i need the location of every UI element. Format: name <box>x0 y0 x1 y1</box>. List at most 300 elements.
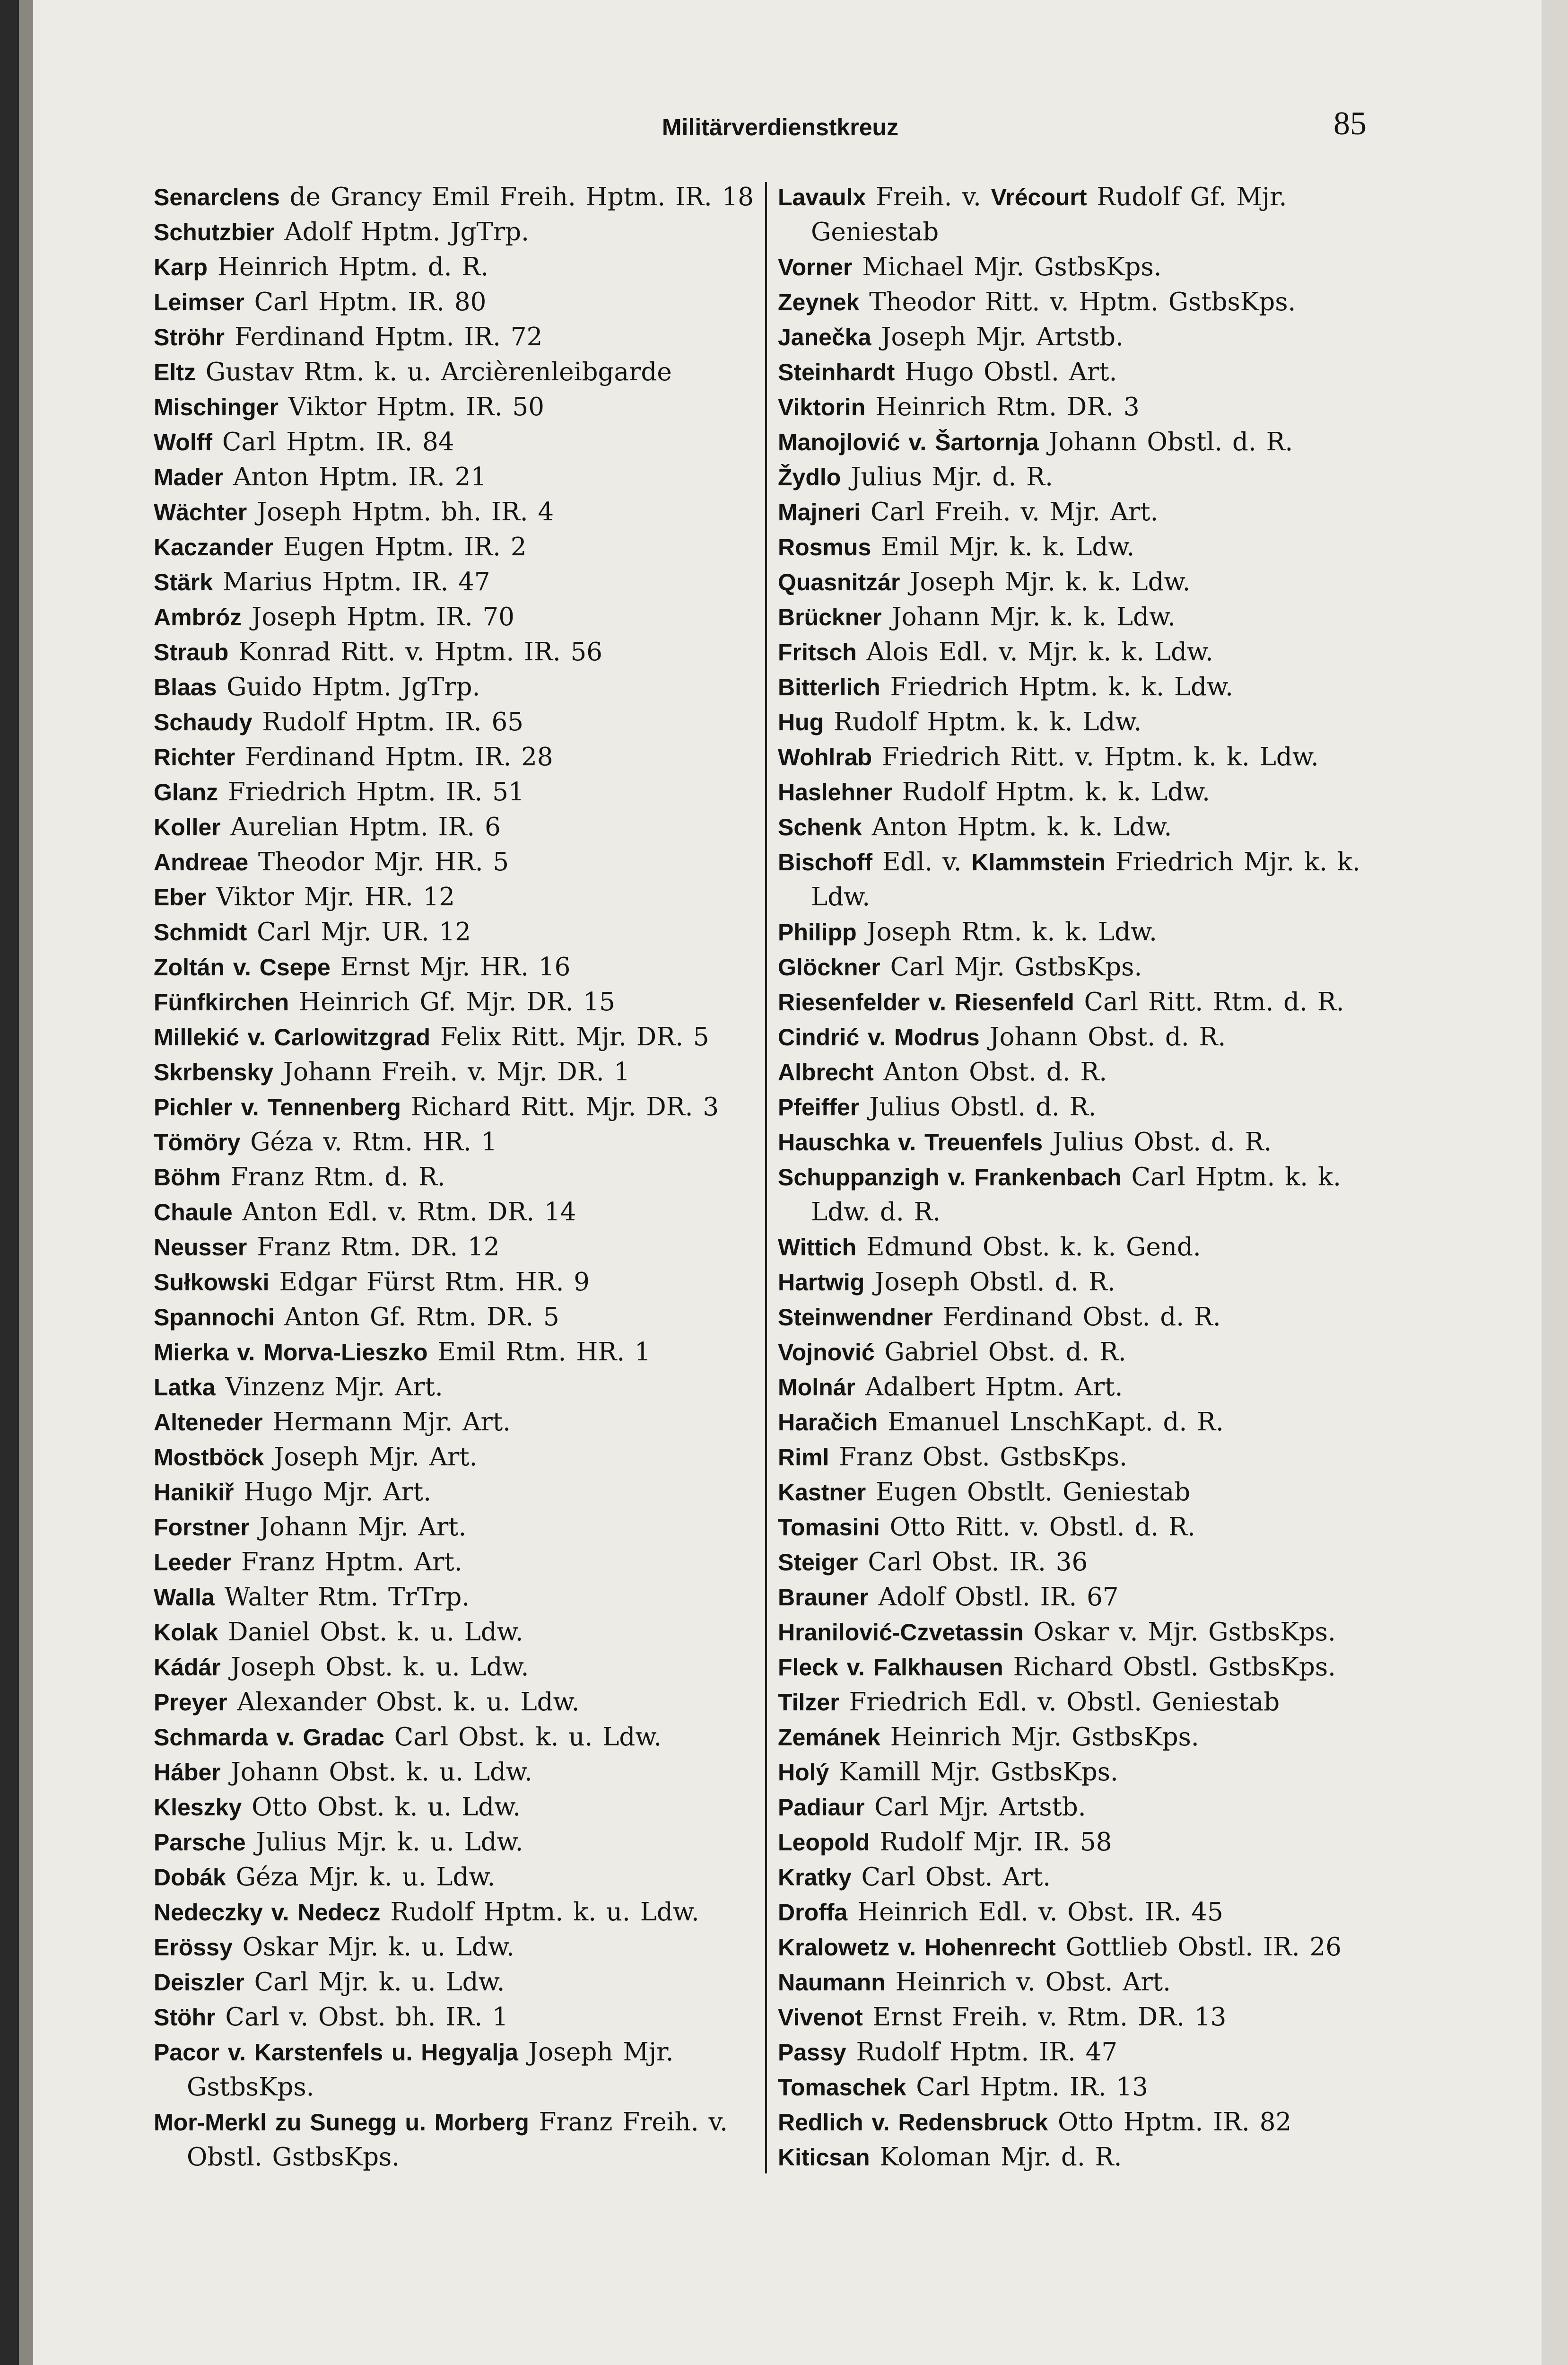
entry-details: Koloman Mjr. d. R. <box>870 2143 1122 2172</box>
list-item <box>778 355 1388 390</box>
entry-details: Rudolf Mjr. IR. 58 <box>870 1828 1112 1857</box>
surname: Andreae <box>154 849 249 876</box>
entry-details: Franz Freih. v. Obstl. GstbsKps. <box>187 2108 728 2172</box>
surname: Mostböck <box>154 1444 264 1471</box>
surname: Deiszler <box>154 1969 244 1996</box>
entry-details: Joseph Mjr. Art. <box>264 1443 478 1472</box>
list-item <box>154 1090 764 1125</box>
list-item <box>778 1965 1388 2000</box>
list-item <box>154 775 764 810</box>
surname: Leimser <box>154 289 244 315</box>
list-item <box>778 1300 1388 1335</box>
entry-details: Konrad Ritt. v. Hptm. IR. 56 <box>228 638 602 666</box>
surname: Kratky <box>778 1864 852 1891</box>
list-item <box>154 1335 764 1370</box>
surname: Mor-Merkl zu Sunegg u. Morberg <box>154 2109 529 2136</box>
surname: Ambróz <box>154 604 242 631</box>
list-item <box>154 1895 764 1930</box>
entry-details: Joseph Rtm. k. k. Ldw. <box>856 918 1157 946</box>
list-item <box>778 565 1388 600</box>
surname: Mierka v. Morva-Lieszko <box>154 1339 428 1366</box>
list-item <box>778 2105 1388 2140</box>
entry-details: Joseph Hptm. bh. IR. 4 <box>247 498 554 526</box>
entry-details: Franz Rtm. d. R. <box>220 1163 445 1191</box>
surname: Tomaschek <box>778 2074 906 2101</box>
entry-details: Friedrich Hptm. k. k. Ldw. <box>880 673 1233 701</box>
list-item <box>154 530 764 565</box>
entry-details: Daniel Obst. k. u. Ldw. <box>218 1618 523 1647</box>
list-item <box>154 180 764 215</box>
entry-details: Carl Mjr. UR. 12 <box>247 918 471 946</box>
surname: Schuppanzigh v. Frankenbach <box>778 1164 1122 1191</box>
entry-details: Theodor Ritt. v. Hptm. GstbsKps. <box>859 288 1296 316</box>
surname: Zemánek <box>778 1724 880 1751</box>
entry-details: Carl Obst. IR. 36 <box>858 1548 1088 1577</box>
list-item <box>778 1545 1388 1580</box>
entry-details: Otto Ritt. v. Obstl. d. R. <box>880 1513 1195 1542</box>
list-item <box>778 1475 1388 1510</box>
list-item <box>154 1160 764 1195</box>
list-item <box>778 600 1388 635</box>
entry-details: Rudolf Hptm. IR. 65 <box>252 708 523 736</box>
surname: Stärk <box>154 569 213 596</box>
surname: Kastner <box>778 1479 866 1506</box>
list-item <box>778 1055 1388 1090</box>
list-item <box>778 250 1388 285</box>
surname: Albrecht <box>778 1059 874 1086</box>
entry-details: Rudolf Hptm. k. k. Ldw. <box>824 708 1142 736</box>
list-item <box>154 1125 764 1160</box>
entry-details: Gustav Rtm. k. u. Arcièrenleibgarde <box>195 358 672 386</box>
entry-details: Aurelian Hptm. IR. 6 <box>220 813 501 841</box>
surname: Holý <box>778 1759 829 1786</box>
surname: Neusser <box>154 1234 247 1261</box>
list-item <box>778 810 1388 845</box>
surname: Pacor v. Karstenfels u. Hegyalja <box>154 2039 518 2066</box>
list-item <box>154 1510 764 1545</box>
list-item <box>154 355 764 390</box>
entry-details: Carl v. Obst. bh. IR. 1 <box>215 2003 508 2032</box>
entry-details: Johann Obstl. d. R. <box>1038 428 1293 456</box>
entry-details: Gabriel Obst. d. R. <box>874 1338 1126 1366</box>
list-item <box>154 1720 764 1755</box>
list-item <box>154 425 764 460</box>
surname: Kleszky <box>154 1794 242 1821</box>
list-item <box>778 740 1388 775</box>
surname: Bitterlich <box>778 674 880 701</box>
surname: Kaczander <box>154 534 273 561</box>
surname: Vojnović <box>778 1339 875 1366</box>
column-divider <box>765 182 767 2173</box>
entry-details: Emil Rtm. HR. 1 <box>427 1338 651 1366</box>
entry-details: Adolf Obstl. IR. 67 <box>868 1583 1119 1612</box>
list-item <box>154 565 764 600</box>
surname: Schaudy <box>154 709 253 736</box>
surname: Preyer <box>154 1689 227 1716</box>
surname: Dobák <box>154 1864 226 1891</box>
list-item <box>154 2105 764 2175</box>
entry-details: Carl Hptm. IR. 84 <box>212 428 454 456</box>
entry-details: Joseph Hptm. IR. 70 <box>242 603 514 631</box>
list-item <box>154 1475 764 1510</box>
entry-details: Ferdinand Obst. d. R. <box>932 1303 1221 1331</box>
surname: Fünfkirchen <box>154 989 289 1016</box>
list-item <box>154 1580 764 1615</box>
surname: Parsche <box>154 1829 246 1856</box>
surname: Haslehner <box>778 779 892 806</box>
entry-details: Richard Obstl. GstbsKps. <box>1003 1653 1336 1682</box>
entry-details: Johann Obst. d. R. <box>979 1023 1226 1051</box>
list-item <box>154 495 764 530</box>
entry-details: Franz Hptm. Art. <box>231 1548 462 1577</box>
entry-details: Anton Edl. v. Rtm. DR. 14 <box>232 1198 576 1226</box>
entry-details: Oskar v. Mjr. GstbsKps. <box>1023 1618 1336 1647</box>
surname: Eber <box>154 884 207 911</box>
list-item <box>778 1895 1388 1930</box>
list-item <box>154 2035 764 2105</box>
list-item <box>778 1160 1388 1230</box>
list-item <box>778 1510 1388 1545</box>
surname: Steinhardt <box>778 359 895 385</box>
list-item <box>154 635 764 670</box>
list-item <box>778 1230 1388 1265</box>
entry-details: Oskar Mjr. k. u. Ldw. <box>232 1933 514 1962</box>
list-item <box>154 1615 764 1650</box>
surname: Eltz <box>154 359 196 385</box>
predicate-name: Vrécourt <box>991 184 1087 210</box>
list-item <box>778 1685 1388 1720</box>
surname: Majneri <box>778 499 861 526</box>
list-item <box>778 1265 1388 1300</box>
entry-details: Johann Mjr. k. k. Ldw. <box>881 603 1176 631</box>
entry-details: Carl Mjr. Artstb. <box>864 1793 1086 1822</box>
entry-details: Friedrich Mjr. k. k. Ldw. <box>811 848 1360 911</box>
entry-details: Carl Freih. v. Mjr. Art. <box>861 498 1159 526</box>
entry-details: Eugen Hptm. IR. 2 <box>273 533 527 561</box>
list-item <box>154 845 764 880</box>
entry-details: Franz Obst. GstbsKps. <box>829 1443 1127 1472</box>
list-item <box>154 1685 764 1720</box>
entry-details: Emanuel LnschKapt. d. R. <box>878 1408 1224 1437</box>
surname: Haračich <box>778 1409 878 1436</box>
surname: Spannochi <box>154 1304 275 1331</box>
entry-details: Heinrich v. Obst. Art. <box>885 1968 1171 1997</box>
entry-details: Michael Mjr. GstbsKps. <box>852 253 1162 281</box>
surname: Zeynek <box>778 289 860 315</box>
surname: Rosmus <box>778 534 871 561</box>
right-column <box>778 180 1388 2175</box>
entry-details: Adolf Hptm. JgTrp. <box>274 218 529 246</box>
surname: Tilzer <box>778 1689 839 1716</box>
surname: Blaas <box>154 674 217 701</box>
surname: Tomasini <box>778 1514 880 1541</box>
list-item <box>154 985 764 1020</box>
surname: Kolak <box>154 1619 218 1646</box>
list-item <box>778 2000 1388 2035</box>
list-item <box>154 880 764 915</box>
entry-details: Alexander Obst. k. u. Ldw. <box>227 1688 580 1717</box>
entry-details: Edl. v. <box>872 848 972 876</box>
surname: Senarclens <box>154 184 280 210</box>
entry-details: Joseph Mjr. GstbsKps. <box>187 2038 674 2102</box>
surname: Droffa <box>778 1899 848 1926</box>
surname: Latka <box>154 1374 216 1401</box>
entry-details: Gottlieb Obstl. IR. 26 <box>1055 1933 1342 1962</box>
list-item <box>778 1020 1388 1055</box>
surname: Wolff <box>154 429 213 455</box>
list-item <box>778 390 1388 425</box>
entry-details: Johann Obst. k. u. Ldw. <box>220 1758 532 1787</box>
list-item <box>154 1195 764 1230</box>
entry-details: Friedrich Ritt. v. Hptm. k. k. Ldw. <box>872 743 1319 771</box>
surname: Richter <box>154 744 235 771</box>
surname: Kádár <box>154 1654 221 1681</box>
entry-details: Kamill Mjr. GstbsKps. <box>829 1758 1118 1787</box>
surname: Fleck v. Falkhausen <box>778 1654 1003 1681</box>
list-item <box>154 1055 764 1090</box>
list-item <box>154 740 764 775</box>
list-item <box>778 320 1388 355</box>
surname: Vorner <box>778 254 853 280</box>
page-number: 85 <box>1333 105 1367 142</box>
surname: Manojlović v. Šartornja <box>778 429 1039 455</box>
list-item <box>778 915 1388 950</box>
list-item <box>154 600 764 635</box>
surname: Wohlrab <box>778 744 872 771</box>
list-item <box>154 810 764 845</box>
surname: Tömöry <box>154 1129 241 1156</box>
list-item <box>154 1230 764 1265</box>
list-item <box>778 1615 1388 1650</box>
surname: Hug <box>778 709 824 736</box>
entry-details: Heinrich Rtm. DR. 3 <box>865 393 1140 421</box>
list-item <box>778 2140 1388 2175</box>
surname: Skrbensky <box>154 1059 273 1086</box>
entry-details: Carl Ritt. Rtm. d. R. <box>1074 988 1344 1016</box>
list-item <box>778 1580 1388 1615</box>
entry-details: Heinrich Edl. v. Obst. IR. 45 <box>847 1898 1223 1927</box>
entry-details: Otto Hptm. IR. 82 <box>1048 2108 1292 2137</box>
entry-details: Julius Mjr. d. R. <box>841 463 1053 491</box>
surname: Steinwendner <box>778 1304 933 1331</box>
surname: Pichler v. Tennenberg <box>154 1094 401 1121</box>
list-item <box>154 1020 764 1055</box>
surname: Vivenot <box>778 2004 863 2031</box>
entry-details: Walter Rtm. TrTrp. <box>214 1583 470 1612</box>
entry-details: Edgar Fürst Rtm. HR. 9 <box>269 1268 590 1296</box>
entry-details: Joseph Obst. k. u. Ldw. <box>220 1653 529 1682</box>
entry-details: Joseph Mjr. Artstb. <box>871 323 1124 351</box>
list-item <box>778 460 1388 495</box>
entry-details: Viktor Mjr. HR. 12 <box>206 883 455 911</box>
list-item <box>154 950 764 985</box>
surname: Padiaur <box>778 1794 865 1821</box>
surname: Mischinger <box>154 394 279 420</box>
entry-details: Edmund Obst. k. k. Gend. <box>856 1233 1201 1261</box>
surname: Cindrić v. Modrus <box>778 1024 980 1051</box>
entry-details: Anton Obst. d. R. <box>873 1058 1107 1086</box>
entry-details: Johann Mjr. Art. <box>249 1513 467 1542</box>
surname: Pfeiffer <box>778 1094 860 1121</box>
entry-details: Guido Hptm. JgTrp. <box>217 673 480 701</box>
left-column <box>154 180 764 2175</box>
surname: Philipp <box>778 919 857 946</box>
list-item <box>778 845 1388 915</box>
surname: Schenk <box>778 814 862 841</box>
surname: Glanz <box>154 779 218 806</box>
entry-details: Carl Mjr. k. u. Ldw. <box>244 1968 505 1997</box>
surname: Zoltán v. Csepe <box>154 954 331 981</box>
list-item <box>778 1440 1388 1475</box>
list-item <box>154 250 764 285</box>
entry-details: Géza v. Rtm. HR. 1 <box>240 1128 497 1156</box>
entry-details: Theodor Mjr. HR. 5 <box>248 848 509 876</box>
list-item <box>154 2000 764 2035</box>
list-item <box>778 1370 1388 1405</box>
surname: Naumann <box>778 1969 886 1996</box>
scan-edge <box>0 0 33 2365</box>
surname: Böhm <box>154 1164 221 1191</box>
entry-details: Rudolf Hptm. k. u. Ldw. <box>380 1898 699 1927</box>
entry-details: Hugo Mjr. Art. <box>234 1478 432 1507</box>
list-item <box>154 1650 764 1685</box>
surname: Molnár <box>778 1374 855 1401</box>
surname: Redlich v. Redensbruck <box>778 2109 1048 2136</box>
list-item <box>154 320 764 355</box>
surname: Forstner <box>154 1514 250 1541</box>
entry-details: Adalbert Hptm. Art. <box>855 1373 1123 1401</box>
list-item <box>154 215 764 250</box>
list-item <box>778 1860 1388 1895</box>
surname: Stöhr <box>154 2004 216 2031</box>
list-item <box>154 705 764 740</box>
list-item <box>154 1265 764 1300</box>
list-item <box>154 1930 764 1965</box>
entry-details: Heinrich Mjr. GstbsKps. <box>880 1723 1199 1752</box>
list-item <box>778 425 1388 460</box>
entry-details: Richard Ritt. Mjr. DR. 3 <box>401 1093 719 1121</box>
surname: Kralowetz v. Hohenrecht <box>778 1934 1056 1961</box>
entry-details: Ernst Freih. v. Rtm. DR. 13 <box>862 2003 1227 2032</box>
entry-details: Rudolf Hptm. k. k. Ldw. <box>892 778 1210 806</box>
surname: Koller <box>154 814 221 841</box>
surname: Nedeczky v. Nedecz <box>154 1899 381 1926</box>
surname: Alteneder <box>154 1409 263 1436</box>
surname: Sułkowski <box>154 1269 270 1296</box>
predicate-name: Klammstein <box>971 849 1106 876</box>
entry-details: Viktor Hptm. IR. 50 <box>278 393 544 421</box>
list-item <box>154 1545 764 1580</box>
entry-details: Eugen Obstlt. Geniestab <box>866 1478 1191 1507</box>
list-item <box>154 1965 764 2000</box>
list-item <box>154 285 764 320</box>
surname: Leopold <box>778 1829 870 1856</box>
entry-details: Heinrich Hptm. d. R. <box>207 253 489 281</box>
surname: Wächter <box>154 499 247 526</box>
entry-details: Carl Obst. k. u. Ldw. <box>384 1723 662 1752</box>
entry-details: Franz Rtm. DR. 12 <box>247 1233 500 1261</box>
list-item <box>154 1825 764 1860</box>
surname: Schmarda v. Gradac <box>154 1724 384 1751</box>
list-item <box>778 985 1388 1020</box>
list-item <box>778 635 1388 670</box>
entry-details: Joseph Obstl. d. R. <box>864 1268 1115 1296</box>
list-item <box>778 1405 1388 1440</box>
list-item <box>778 1825 1388 1860</box>
list-item <box>778 495 1388 530</box>
running-header: Militärverdienstkreuz <box>662 114 899 140</box>
entry-details: Hugo Obstl. Art. <box>895 358 1117 386</box>
surname: Brückner <box>778 604 882 631</box>
entry-details: Carl Hptm. IR. 80 <box>244 288 487 316</box>
surname: Straub <box>154 639 229 666</box>
surname: Passy <box>778 2039 846 2066</box>
surname: Ströhr <box>154 324 225 350</box>
entry-details: Friedrich Edl. v. Obstl. Geniestab <box>839 1688 1280 1717</box>
list-item <box>154 1755 764 1790</box>
surname: Mader <box>154 464 224 491</box>
list-item <box>778 1755 1388 1790</box>
entry-details: Julius Obstl. d. R. <box>859 1093 1097 1121</box>
surname: Brauner <box>778 1584 869 1611</box>
list-item <box>778 1090 1388 1125</box>
list-item <box>154 915 764 950</box>
surname: Riml <box>778 1444 829 1471</box>
list-item <box>154 1300 764 1335</box>
entry-details: Géza Mjr. k. u. Ldw. <box>226 1863 496 1892</box>
entry-details: Carl Hptm. k. k. Ldw. d. R. <box>811 1163 1341 1226</box>
entry-details: Heinrich Gf. Mjr. DR. 15 <box>289 988 615 1016</box>
entry-details: Freih. v. <box>866 183 991 211</box>
list-item <box>778 705 1388 740</box>
list-item <box>778 775 1388 810</box>
list-item <box>778 2070 1388 2105</box>
entry-details: Anton Hptm. k. k. Ldw. <box>862 813 1172 841</box>
list-item <box>154 670 764 705</box>
surname: Riesenfelder v. Riesenfeld <box>778 989 1074 1016</box>
entry-details: Joseph Mjr. k. k. Ldw. <box>900 568 1191 596</box>
list-item <box>778 1125 1388 1160</box>
entry-details: Rudolf Hptm. IR. 47 <box>846 2038 1118 2067</box>
list-item <box>778 670 1388 705</box>
surname: Chaule <box>154 1199 233 1226</box>
entry-details: Carl Obst. Art. <box>851 1863 1051 1892</box>
list-item <box>778 530 1388 565</box>
entry-details: Anton Gf. Rtm. DR. 5 <box>274 1303 559 1331</box>
entry-details: Marius Hptm. IR. 47 <box>213 568 490 596</box>
entry-details: Emil Mjr. k. k. Ldw. <box>871 533 1135 561</box>
surname: Hartwig <box>778 1269 865 1296</box>
surname: Viktorin <box>778 394 866 420</box>
entry-details: Vinzenz Mjr. Art. <box>215 1373 443 1401</box>
list-item <box>154 390 764 425</box>
surname: Glöckner <box>778 954 880 981</box>
entry-details: Carl Mjr. GstbsKps. <box>880 953 1142 981</box>
surname: Hanikiř <box>154 1479 234 1506</box>
surname: Hranilović-Czvetassin <box>778 1619 1024 1646</box>
list-item <box>154 1440 764 1475</box>
entry-details: Rudolf Gf. Mjr. Geniestab <box>811 183 1287 246</box>
surname: Walla <box>154 1584 215 1611</box>
surname: Žydlo <box>778 464 841 491</box>
entry-details: Alois Edl. v. Mjr. k. k. Ldw. <box>856 638 1213 666</box>
list-item <box>778 1650 1388 1685</box>
list-item <box>154 1405 764 1440</box>
surname: Quasnitzár <box>778 569 900 596</box>
surname: Schmidt <box>154 919 247 946</box>
surname: Háber <box>154 1759 221 1786</box>
surname: Lavaulx <box>778 184 866 210</box>
